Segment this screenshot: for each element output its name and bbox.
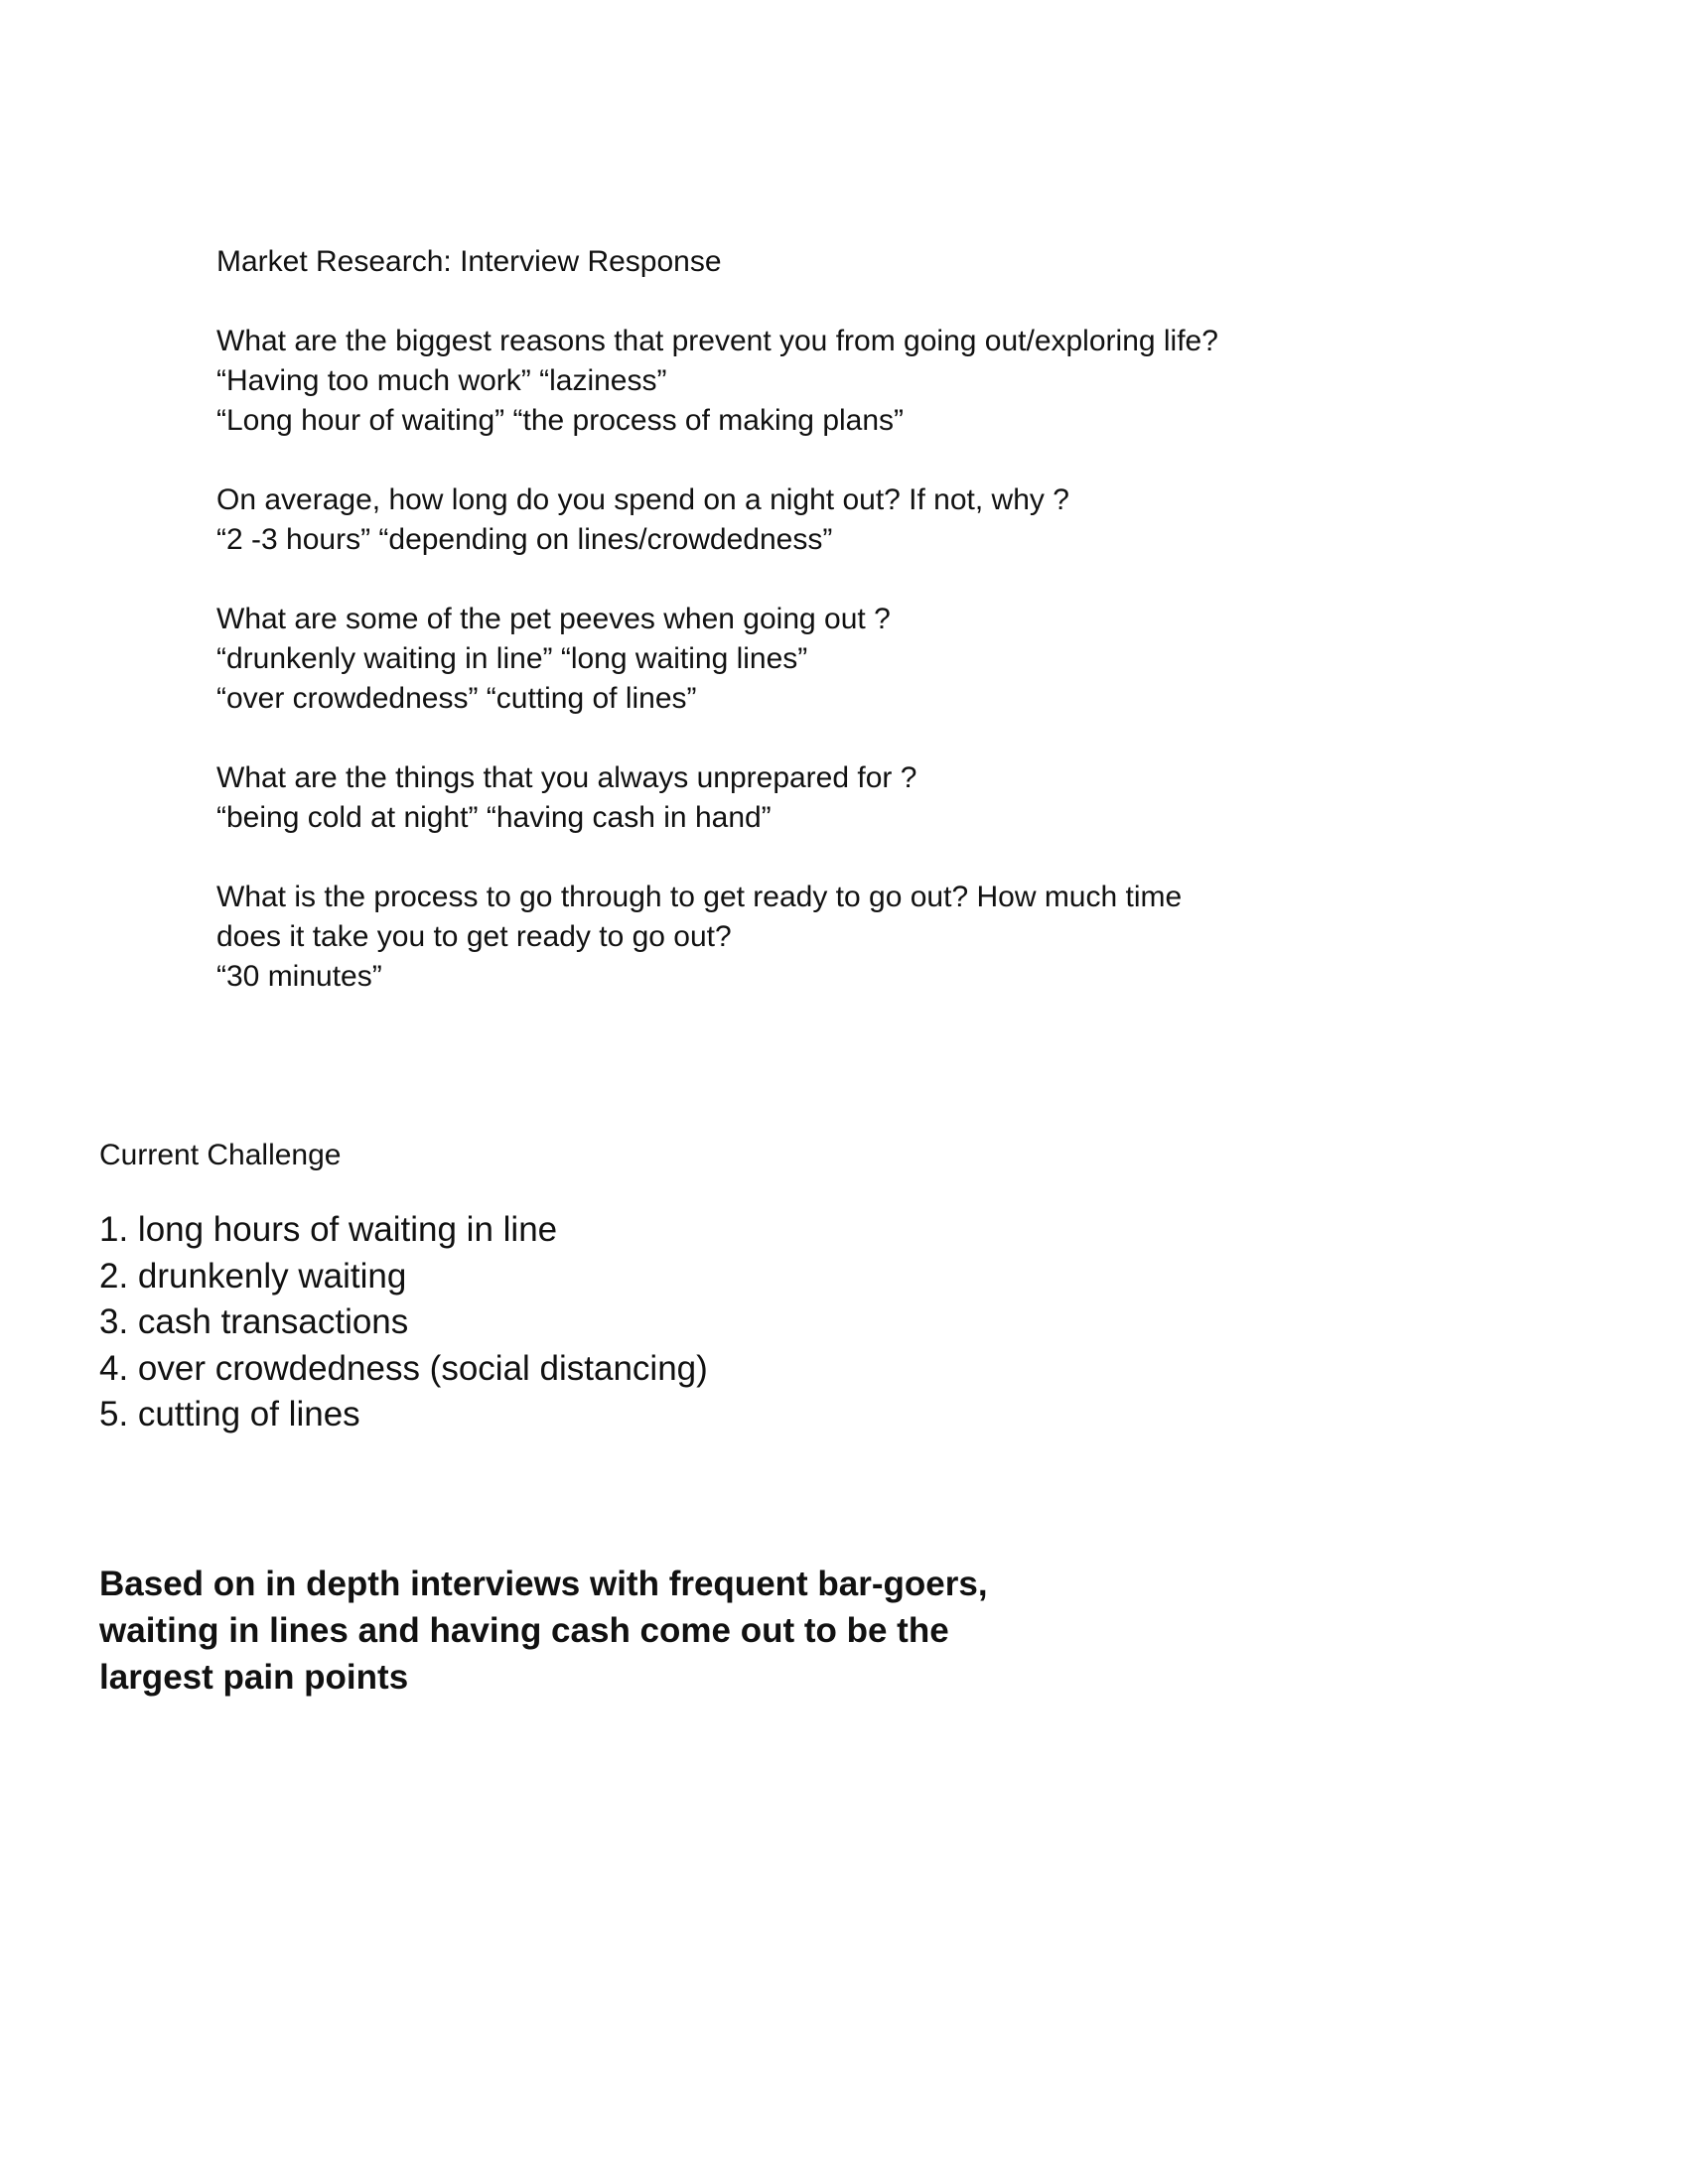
answer: “drunkenly waiting in line” “long waiting lines”: [216, 642, 808, 675]
conclusion-line: largest pain points: [99, 1658, 409, 1697]
research-title: Market Research: Interview Response: [216, 245, 722, 278]
challenge-list: [99, 1207, 1291, 1438]
challenge-item: 1. long hours of waiting in line: [99, 1210, 558, 1249]
market-research-section: [216, 242, 1408, 1036]
answer: “2 -3 hours” “depending on lines/crowdedness”: [216, 523, 833, 556]
challenge-title: Current Challenge: [99, 1139, 342, 1171]
answer: “30 minutes”: [216, 960, 382, 993]
question-line: does it take you to get ready to go out?: [216, 920, 732, 953]
question: On average, how long do you spend on a night out? If not, why ?: [216, 483, 1069, 516]
question-line: What is the process to go through to get ready to go out? How much time: [216, 881, 1183, 913]
qa-block-reasons: [216, 322, 1408, 441]
challenge-item: 2. drunkenly waiting: [99, 1256, 407, 1296]
answer: “Having too much work” “laziness”: [216, 364, 667, 397]
qa-block-pet-peeves: [216, 600, 1408, 719]
conclusion-line: waiting in lines and having cash come out to be the: [99, 1611, 949, 1650]
challenge-item: 4. over crowdedness (social distancing): [99, 1348, 708, 1388]
qa-block-getting-ready: [216, 878, 1408, 997]
challenge-item: 5. cutting of lines: [99, 1395, 360, 1433]
question: What are the things that you always unprepared for ?: [216, 761, 917, 794]
qa-block-night-length: [216, 480, 1408, 560]
question: What are the biggest reasons that prevent you from going out/exploring life?: [216, 325, 1218, 357]
conclusion-paragraph: [99, 1561, 1291, 1701]
answer: “Long hour of waiting” “the process of making plans”: [216, 404, 905, 437]
current-challenge-section: [99, 1136, 1291, 1438]
answer: “over crowdedness” “cutting of lines”: [216, 682, 697, 715]
challenge-item: 3. cash transactions: [99, 1302, 409, 1341]
conclusion-line: Based on in depth interviews with frequent bar-goers,: [99, 1565, 988, 1603]
qa-block-unprepared: [216, 758, 1408, 838]
answer: “being cold at night” “having cash in hand”: [216, 801, 772, 834]
question: What are some of the pet peeves when going out ?: [216, 603, 891, 635]
